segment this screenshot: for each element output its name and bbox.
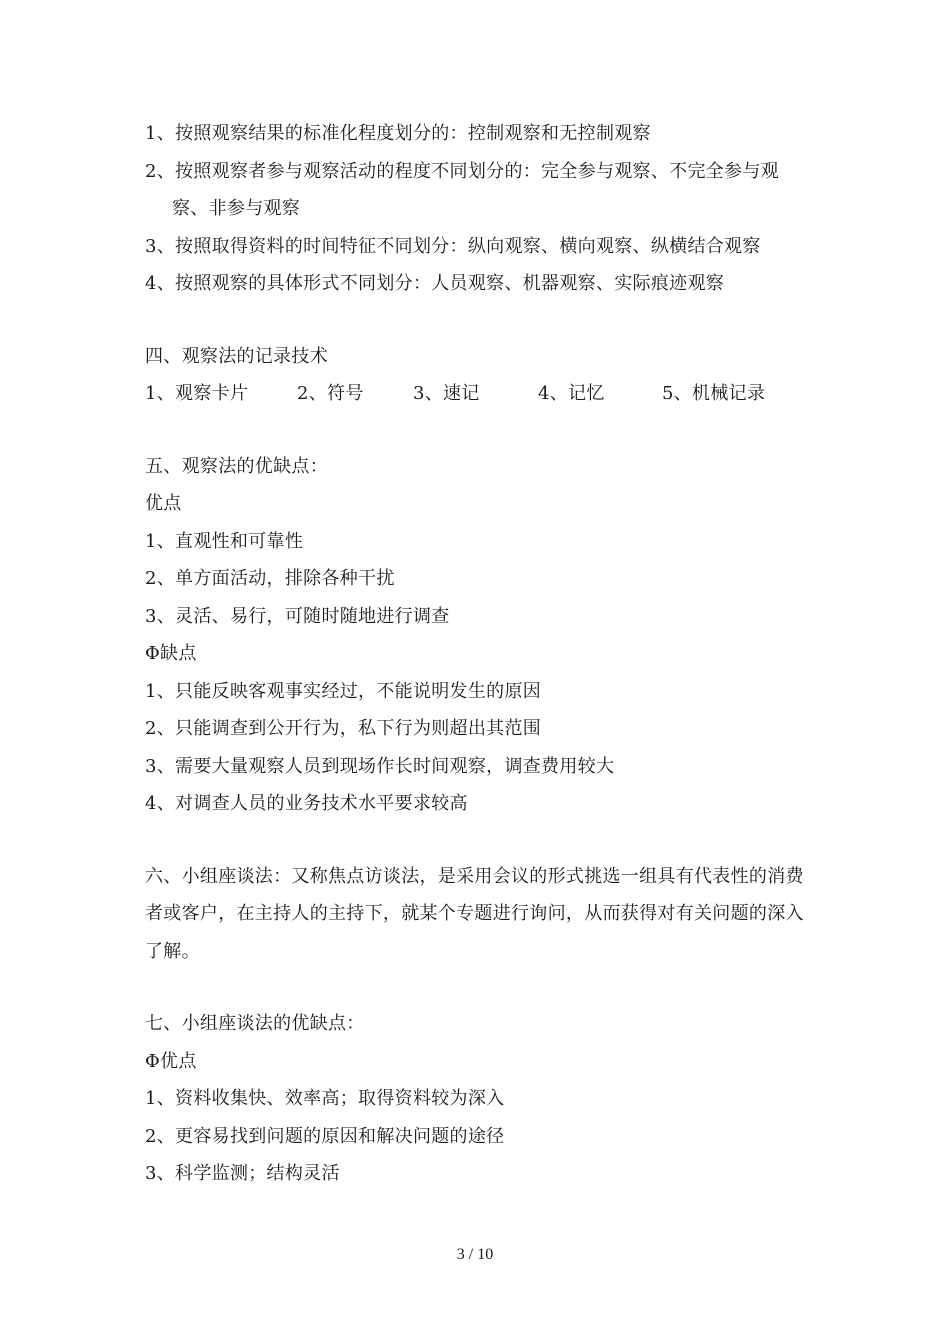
page-number: 3 / 10 bbox=[456, 1246, 494, 1263]
spacer bbox=[145, 823, 810, 858]
section-5-con-3: 3、需要大量观察人员到现场作长时间观察，调查费用较大 bbox=[145, 755, 615, 777]
document-body bbox=[145, 115, 810, 1193]
section-5-pros-label: 优点 bbox=[145, 493, 182, 514]
classification-item-2: 2、按照观察者参与观察活动的程度不同划分的：完全参与观察、不完全参与观察、非参与观察 bbox=[145, 160, 779, 219]
recording-techniques-row bbox=[145, 375, 810, 413]
section-5-con-1: 1、只能反映客观事实经过，不能说明发生的原因 bbox=[145, 680, 542, 702]
recording-technique-5: 5、机械记录 bbox=[662, 383, 766, 404]
classification-item-1: 1、按照观察结果的标准化程度划分的：控制观察和无控制观察 bbox=[145, 123, 651, 144]
section-5-pro-3: 3、灵活、易行，可随时随地进行调查 bbox=[145, 605, 450, 627]
section-5-pro-2: 2、单方面活动，排除各种干扰 bbox=[145, 568, 395, 589]
section-4-heading: 四、观察法的记录技术 bbox=[145, 345, 328, 367]
spacer bbox=[145, 413, 810, 448]
section-5-pro-1: 1、直观性和可靠性 bbox=[145, 530, 304, 552]
section-6-paragraph: 六、小组座谈法：又称焦点访谈法，是采用会议的形式挑选一组具有代表性的消费者或客户，在主持人的主持下，就某个专题进行询问，从而获得对有关问题的深入了解。 bbox=[145, 865, 804, 962]
spacer bbox=[145, 970, 810, 1005]
section-5-heading: 五、观察法的优缺点： bbox=[145, 455, 328, 477]
section-5-con-2: 2、只能调查到公开行为，私下行为则超出其范围 bbox=[145, 718, 542, 739]
recording-technique-3: 3、速记 bbox=[413, 383, 480, 404]
section-7-pros-label: Φ优点 bbox=[145, 1050, 197, 1072]
recording-technique-2: 2、符号 bbox=[297, 383, 364, 404]
classification-item-4: 4、按照观察的具体形式不同划分：人员观察、机器观察、实际痕迹观察 bbox=[145, 273, 725, 294]
section-5-con-4: 4、对调查人员的业务技术水平要求较高 bbox=[145, 793, 468, 814]
section-7-pro-1: 1、资料收集快、效率高；取得资料较为深入 bbox=[145, 1088, 505, 1109]
section-5-cons-label: Φ缺点 bbox=[145, 643, 197, 664]
section-7-heading: 七、小组座谈法的优缺点： bbox=[145, 1013, 365, 1034]
classification-item-3: 3、按照取得资料的时间特征不同划分：纵向观察、横向观察、纵横结合观察 bbox=[145, 235, 761, 257]
recording-technique-1: 1、观察卡片 bbox=[145, 383, 249, 404]
section-7-pro-3: 3、科学监测；结构灵活 bbox=[145, 1163, 340, 1184]
spacer bbox=[145, 303, 810, 338]
section-7-pro-2: 2、更容易找到问题的原因和解决问题的途径 bbox=[145, 1125, 505, 1147]
recording-technique-4: 4、记忆 bbox=[538, 383, 605, 404]
